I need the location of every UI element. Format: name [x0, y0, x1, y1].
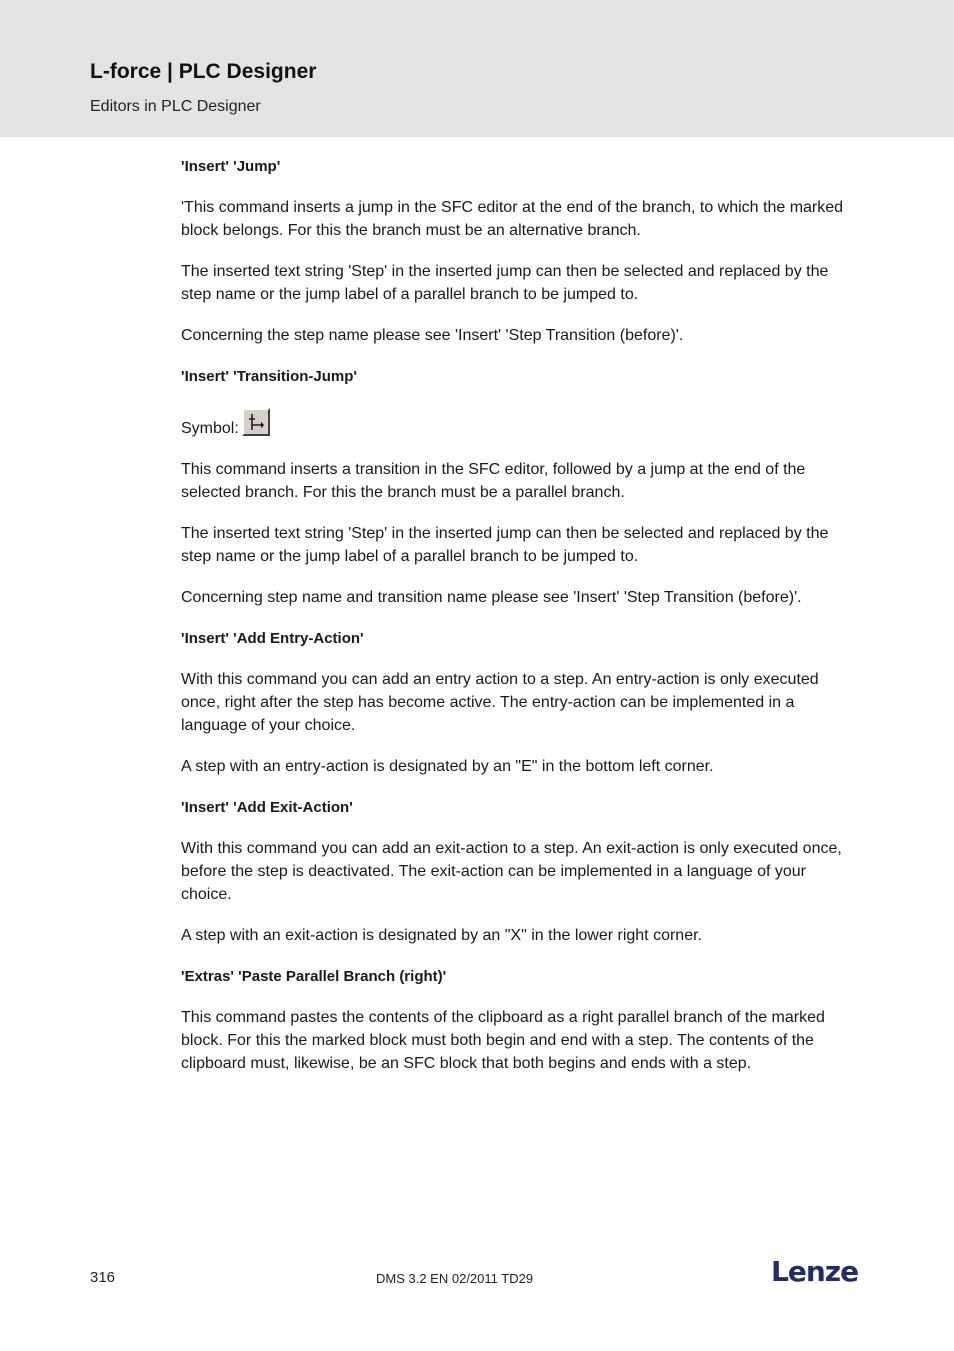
lenze-logo: Lenze — [771, 1255, 859, 1288]
section-heading-entry-action: 'Insert' 'Add Entry-Action' — [181, 630, 364, 647]
section-heading-exit-action: 'Insert' 'Add Exit-Action' — [181, 799, 353, 816]
document-title: L-force | PLC Designer — [90, 60, 317, 83]
paragraph: The inserted text string 'Step' in the inserted jump can then be selected and replaced by the step name or the jump label of a parallel branch to be jumped to. — [181, 263, 829, 303]
section-heading-insert-jump: 'Insert' 'Jump' — [181, 158, 281, 175]
paragraph: A step with an entry-action is designated by an "E" in the bottom left corner. — [181, 758, 714, 775]
paragraph: The inserted text string 'Step' in the inserted jump can then be selected and replaced by the step name or the jump label of a parallel branch to be jumped to. — [181, 525, 829, 565]
section-heading-transition-jump: 'Insert' 'Transition-Jump' — [181, 368, 357, 385]
transition-jump-icon — [242, 408, 270, 436]
section-heading-paste-parallel-branch: 'Extras' 'Paste Parallel Branch (right)' — [181, 968, 447, 985]
paragraph: Concerning step name and transition name please see 'Insert' 'Step Transition (before)'. — [181, 589, 802, 606]
page-number: 316 — [90, 1269, 116, 1286]
main-content — [181, 155, 845, 1093]
paragraph: With this command you can add an exit-action to a step. An exit-action is only executed once, before the step is deactivated. The exit-action can be implemented in a language of your choice. — [181, 840, 842, 903]
chapter-title: Editors in PLC Designer — [90, 98, 261, 115]
paragraph: This command inserts a transition in the SFC editor, followed by a jump at the end of the selected branch. For this the branch must be a parallel branch. — [181, 461, 806, 501]
paragraph: With this command you can add an entry action to a step. An entry-action is only executed once, right after the step has become active. The entry-action can be implemented in a language of your choice. — [181, 671, 819, 734]
paragraph: Concerning the step name please see 'Insert' 'Step Transition (before)'. — [181, 327, 684, 344]
document-info: DMS 3.2 EN 02/2011 TD29 — [376, 1271, 534, 1286]
symbol-label: Symbol: — [181, 420, 239, 437]
page-header — [0, 0, 954, 137]
paragraph: 'This command inserts a jump in the SFC editor at the end of the branch, to which the marked block belongs. For this the branch must be an alternative branch. — [181, 199, 844, 239]
paragraph: A step with an exit-action is designated by an "X" in the lower right corner. — [181, 927, 702, 944]
paragraph: This command pastes the contents of the clipboard as a right parallel branch of the marked block. For this the marked block must both begin and end with a step. The contents of the clipboard must, likewise, be an SFC block that both begins and ends with a step. — [181, 1009, 825, 1072]
symbol-line — [181, 406, 845, 440]
